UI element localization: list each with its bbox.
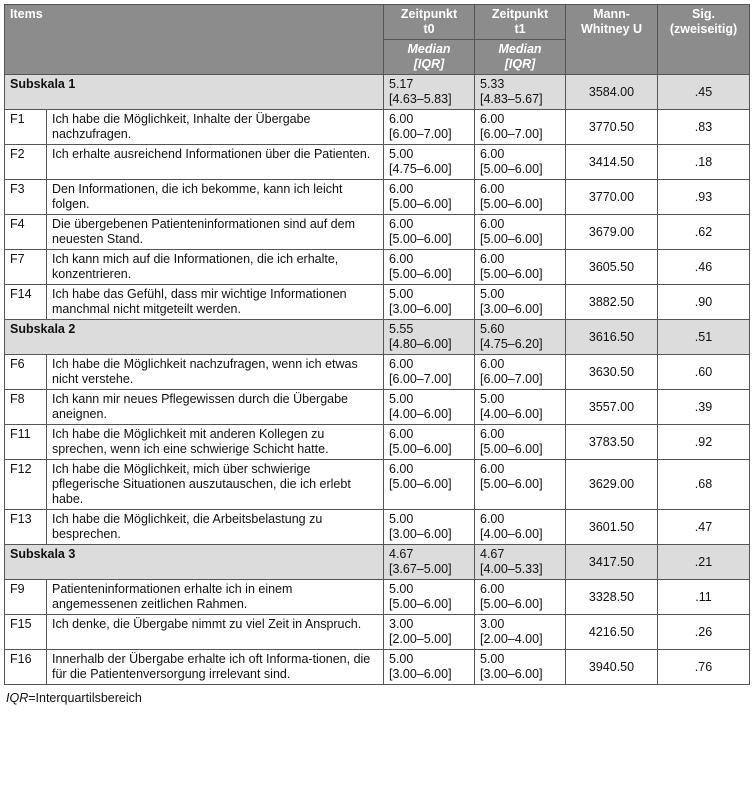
item-text bbox=[47, 650, 384, 685]
cell-text: .51 bbox=[694, 329, 713, 344]
item-sig-value bbox=[658, 510, 750, 545]
cell-text: 3629.00 bbox=[588, 477, 635, 491]
item-u-value bbox=[566, 580, 658, 615]
header-text: [IQR] bbox=[413, 57, 445, 71]
item-t1-median bbox=[475, 180, 566, 215]
item-t1-median bbox=[475, 110, 566, 145]
item-id bbox=[5, 510, 47, 545]
cell-text: [4.83–5.67] bbox=[480, 92, 543, 106]
item-id bbox=[5, 215, 47, 250]
cell-text: 3414.50 bbox=[588, 154, 635, 169]
cell-text: 3328.50 bbox=[588, 589, 635, 604]
item-text bbox=[47, 215, 384, 250]
item-id bbox=[5, 250, 47, 285]
item-sig-value bbox=[658, 250, 750, 285]
cell-text: 3616.50 bbox=[588, 329, 635, 344]
item-t1-median bbox=[475, 580, 566, 615]
cell-text: 6.00 bbox=[389, 252, 414, 266]
item-t0-median bbox=[384, 650, 475, 685]
subscale-t0-median bbox=[384, 75, 475, 110]
cell-text: [5.00–6.00] bbox=[480, 442, 543, 456]
cell-text: [3.00–6.00] bbox=[389, 302, 452, 316]
cell-text: [4.00–6.00] bbox=[480, 527, 543, 541]
item-sig-value bbox=[658, 215, 750, 250]
cell-text: 6.00 bbox=[480, 147, 505, 161]
cell-text: F9 bbox=[10, 582, 25, 596]
cell-text: 4.67 bbox=[480, 547, 505, 561]
header-text: [IQR] bbox=[504, 57, 536, 71]
cell-text: Ich kann mir neues Pflegewissen durch die Übergabe aneignen. bbox=[52, 392, 349, 421]
cell-text: 6.00 bbox=[480, 512, 505, 526]
item-id bbox=[5, 460, 47, 510]
cell-text: [5.00–6.00] bbox=[480, 232, 543, 246]
cell-text: [5.00–6.00] bbox=[480, 267, 543, 281]
item-t1-median bbox=[475, 615, 566, 650]
cell-text: 3417.50 bbox=[588, 554, 635, 569]
table-row bbox=[5, 110, 750, 145]
item-u-value bbox=[566, 510, 658, 545]
cell-text: [6.00–7.00] bbox=[480, 372, 543, 386]
cell-text: 6.00 bbox=[480, 217, 505, 231]
cell-text: F8 bbox=[10, 392, 25, 406]
table-row bbox=[5, 180, 750, 215]
header-t1-median bbox=[475, 40, 566, 75]
item-sig-value bbox=[658, 145, 750, 180]
subscale-u-value bbox=[566, 545, 658, 580]
cell-text: [3.00–6.00] bbox=[389, 527, 452, 541]
cell-text: Den Informationen, die ich bekomme, kann ich leicht folgen. bbox=[52, 182, 343, 211]
item-text bbox=[47, 580, 384, 615]
cell-text: .68 bbox=[694, 477, 713, 491]
cell-text: .45 bbox=[694, 84, 713, 99]
cell-text: F7 bbox=[10, 252, 25, 266]
header-text: Median bbox=[407, 42, 451, 56]
subscale-t1-median bbox=[475, 545, 566, 580]
cell-text: Ich habe die Möglichkeit, Inhalte der Übergabe nachzufragen. bbox=[52, 112, 311, 141]
cell-text: .46 bbox=[694, 259, 713, 274]
cell-text: 6.00 bbox=[389, 462, 414, 476]
cell-text: [4.00–6.00] bbox=[480, 407, 543, 421]
cell-text: [5.00–6.00] bbox=[480, 197, 543, 211]
table-row bbox=[5, 285, 750, 320]
cell-text: [2.00–5.00] bbox=[389, 632, 452, 646]
cell-text: 3584.00 bbox=[588, 84, 635, 99]
item-t0-median bbox=[384, 390, 475, 425]
item-t1-median bbox=[475, 250, 566, 285]
item-t0-median bbox=[384, 180, 475, 215]
footnote-text: =Interquartilsbereich bbox=[28, 691, 142, 705]
item-t0-median bbox=[384, 510, 475, 545]
item-sig-value bbox=[658, 285, 750, 320]
item-id bbox=[5, 615, 47, 650]
cell-text: 6.00 bbox=[389, 182, 414, 196]
header-text: t0 bbox=[423, 22, 435, 36]
table-row bbox=[5, 650, 750, 685]
cell-text: Ich habe die Möglichkeit, mich über schwierige pflegerische Situationen auszutauschen, die ich erlebt habe. bbox=[52, 462, 351, 506]
cell-text: Ich denke, die Übergabe nimmt zu viel Zeit in Anspruch. bbox=[52, 617, 362, 631]
item-id bbox=[5, 390, 47, 425]
cell-text: [2.00–4.00] bbox=[480, 632, 543, 646]
cell-text: F6 bbox=[10, 357, 25, 371]
cell-text: .62 bbox=[694, 224, 713, 239]
item-id bbox=[5, 110, 47, 145]
header-text: Items bbox=[10, 7, 43, 21]
item-text bbox=[47, 180, 384, 215]
item-sig-value bbox=[658, 650, 750, 685]
cell-text: 6.00 bbox=[480, 582, 505, 596]
item-id bbox=[5, 425, 47, 460]
item-sig-value bbox=[658, 180, 750, 215]
subscale-u-value bbox=[566, 75, 658, 110]
item-t1-median bbox=[475, 390, 566, 425]
item-t0-median bbox=[384, 355, 475, 390]
table-row bbox=[5, 460, 750, 510]
item-id bbox=[5, 285, 47, 320]
item-t0-median bbox=[384, 285, 475, 320]
item-sig-value bbox=[658, 460, 750, 510]
cell-text: .47 bbox=[694, 519, 713, 534]
item-u-value bbox=[566, 180, 658, 215]
item-u-value bbox=[566, 390, 658, 425]
cell-text: 6.00 bbox=[480, 357, 505, 371]
item-id bbox=[5, 355, 47, 390]
cell-text: [6.00–7.00] bbox=[480, 127, 543, 141]
table-wrapper bbox=[4, 4, 750, 705]
cell-text: [4.00–6.00] bbox=[389, 407, 452, 421]
cell-text: F12 bbox=[10, 462, 32, 476]
cell-text: 6.00 bbox=[389, 217, 414, 231]
subscale-t0-median bbox=[384, 545, 475, 580]
item-t0-median bbox=[384, 110, 475, 145]
item-u-value bbox=[566, 110, 658, 145]
cell-text: 3601.50 bbox=[588, 519, 635, 534]
item-t1-median bbox=[475, 460, 566, 510]
item-t0-median bbox=[384, 615, 475, 650]
subscale-t1-median bbox=[475, 320, 566, 355]
cell-text: 4216.50 bbox=[588, 624, 635, 639]
cell-text: .93 bbox=[694, 189, 713, 204]
table-row bbox=[5, 425, 750, 460]
cell-text: Ich habe die Möglichkeit mit anderen Kollegen zu sprechen, wenn ich eine schwierige Schicht hatte. bbox=[52, 427, 329, 456]
cell-text: 5.60 bbox=[480, 322, 505, 336]
cell-text: 6.00 bbox=[480, 112, 505, 126]
item-id bbox=[5, 650, 47, 685]
subscale-name bbox=[5, 320, 384, 355]
item-text bbox=[47, 425, 384, 460]
table-row bbox=[5, 250, 750, 285]
subscale-name bbox=[5, 75, 384, 110]
item-text bbox=[47, 460, 384, 510]
subscale-sig-value bbox=[658, 545, 750, 580]
table-body bbox=[5, 75, 750, 685]
cell-text: F3 bbox=[10, 182, 25, 196]
item-t1-median bbox=[475, 145, 566, 180]
header-text: Zeitpunkt bbox=[400, 7, 458, 21]
cell-text: F16 bbox=[10, 652, 32, 666]
header-text: t1 bbox=[514, 22, 526, 36]
cell-text: 3770.00 bbox=[588, 189, 635, 204]
item-u-value bbox=[566, 425, 658, 460]
header-t0-median bbox=[384, 40, 475, 75]
item-sig-value bbox=[658, 615, 750, 650]
cell-text: [3.00–6.00] bbox=[480, 302, 543, 316]
item-t1-median bbox=[475, 355, 566, 390]
item-sig-value bbox=[658, 390, 750, 425]
cell-text: 6.00 bbox=[480, 427, 505, 441]
item-text bbox=[47, 110, 384, 145]
item-t1-median bbox=[475, 510, 566, 545]
item-u-value bbox=[566, 215, 658, 250]
subscale-name bbox=[5, 545, 384, 580]
subscale-t0-median bbox=[384, 320, 475, 355]
item-t1-median bbox=[475, 215, 566, 250]
cell-text: 3630.50 bbox=[588, 364, 635, 379]
item-u-value bbox=[566, 460, 658, 510]
header-items bbox=[5, 5, 384, 75]
header-text: Mann- bbox=[593, 7, 630, 21]
header-text: Sig. bbox=[692, 7, 715, 21]
table-row bbox=[5, 510, 750, 545]
item-text bbox=[47, 510, 384, 545]
cell-text: [5.00–6.00] bbox=[480, 162, 543, 176]
cell-text: .21 bbox=[694, 554, 713, 569]
cell-text: 5.00 bbox=[389, 392, 414, 406]
cell-text: 5.00 bbox=[389, 582, 414, 596]
cell-text: 6.00 bbox=[389, 357, 414, 371]
cell-text: 5.00 bbox=[389, 147, 414, 161]
cell-text: [3.00–6.00] bbox=[389, 667, 452, 681]
cell-text: 6.00 bbox=[480, 182, 505, 196]
item-text bbox=[47, 285, 384, 320]
cell-text: [3.00–6.00] bbox=[480, 667, 543, 681]
cell-text: 5.00 bbox=[389, 652, 414, 666]
cell-text: Subskala 2 bbox=[10, 322, 76, 336]
cell-text: [3.67–5.00] bbox=[389, 562, 452, 576]
cell-text: 5.33 bbox=[480, 77, 505, 91]
cell-text: [5.00–6.00] bbox=[480, 597, 543, 611]
cell-text: [4.63–5.83] bbox=[389, 92, 452, 106]
item-sig-value bbox=[658, 355, 750, 390]
cell-text: F11 bbox=[10, 427, 31, 441]
cell-text: .60 bbox=[694, 364, 713, 379]
cell-text: [5.00–6.00] bbox=[480, 477, 543, 491]
cell-text: [4.00–5.33] bbox=[480, 562, 543, 576]
item-id bbox=[5, 180, 47, 215]
cell-text: [6.00–7.00] bbox=[389, 127, 452, 141]
item-text bbox=[47, 250, 384, 285]
header-text: Zeitpunkt bbox=[491, 7, 549, 21]
item-text bbox=[47, 390, 384, 425]
table-row bbox=[5, 215, 750, 250]
item-text bbox=[47, 615, 384, 650]
cell-text: [5.00–6.00] bbox=[389, 477, 452, 491]
item-text bbox=[47, 145, 384, 180]
cell-text: .11 bbox=[695, 589, 712, 604]
cell-text: 5.00 bbox=[480, 287, 505, 301]
cell-text: [5.00–6.00] bbox=[389, 232, 452, 246]
subscale-sig-value bbox=[658, 75, 750, 110]
cell-text: F1 bbox=[10, 112, 25, 126]
cell-text: .90 bbox=[694, 294, 713, 309]
header-text: Median bbox=[498, 42, 542, 56]
cell-text: 3882.50 bbox=[588, 294, 635, 309]
cell-text: 5.00 bbox=[480, 392, 505, 406]
item-sig-value bbox=[658, 580, 750, 615]
subscale-row bbox=[5, 545, 750, 580]
item-text bbox=[47, 355, 384, 390]
header-t1 bbox=[475, 5, 566, 40]
cell-text: 5.00 bbox=[480, 652, 505, 666]
cell-text: 4.67 bbox=[389, 547, 414, 561]
cell-text: Ich habe die Möglichkeit nachzufragen, wenn ich etwas nicht verstehe. bbox=[52, 357, 358, 386]
cell-text: .18 bbox=[694, 154, 713, 169]
item-t0-median bbox=[384, 215, 475, 250]
item-u-value bbox=[566, 615, 658, 650]
cell-text: Ich kann mich auf die Informationen, die ich erhalte, konzentrieren. bbox=[52, 252, 339, 281]
cell-text: Die übergebenen Patienteninformationen sind auf dem neuesten Stand. bbox=[52, 217, 355, 246]
cell-text: .26 bbox=[694, 624, 713, 639]
table-row bbox=[5, 355, 750, 390]
item-t1-median bbox=[475, 425, 566, 460]
header-text: (zweiseitig) bbox=[669, 22, 738, 36]
cell-text: [5.00–6.00] bbox=[389, 197, 452, 211]
item-sig-value bbox=[658, 110, 750, 145]
cell-text: [6.00–7.00] bbox=[389, 372, 452, 386]
cell-text: 3557.00 bbox=[588, 399, 635, 414]
results-table bbox=[4, 4, 750, 685]
subscale-sig-value bbox=[658, 320, 750, 355]
cell-text: .83 bbox=[694, 119, 713, 134]
header-t0 bbox=[384, 5, 475, 40]
item-t0-median bbox=[384, 145, 475, 180]
item-t0-median bbox=[384, 250, 475, 285]
cell-text: F2 bbox=[10, 147, 25, 161]
footnote bbox=[4, 691, 750, 705]
cell-text: Subskala 1 bbox=[10, 77, 76, 91]
cell-text: F4 bbox=[10, 217, 25, 231]
cell-text: .92 bbox=[694, 434, 713, 449]
footnote-abbr: IQR bbox=[6, 691, 29, 705]
item-id bbox=[5, 580, 47, 615]
cell-text: F14 bbox=[10, 287, 32, 301]
header-significance bbox=[658, 5, 750, 75]
cell-text: Innerhalb der Übergabe erhalte ich oft Informa-tionen, die für die Patientenversorgung irrelevant sind. bbox=[52, 652, 371, 681]
item-u-value bbox=[566, 250, 658, 285]
cell-text: .39 bbox=[694, 399, 713, 414]
cell-text: 3.00 bbox=[480, 617, 505, 631]
subscale-t1-median bbox=[475, 75, 566, 110]
cell-text: 6.00 bbox=[389, 427, 414, 441]
table-row bbox=[5, 145, 750, 180]
table-row bbox=[5, 615, 750, 650]
cell-text: Patienteninformationen erhalte ich in einem angemessenen zeitlichen Rahmen. bbox=[52, 582, 293, 611]
cell-text: Ich erhalte ausreichend Informationen über die Patienten. bbox=[52, 147, 371, 161]
subscale-u-value bbox=[566, 320, 658, 355]
item-sig-value bbox=[658, 425, 750, 460]
cell-text: 5.00 bbox=[389, 287, 414, 301]
item-t1-median bbox=[475, 650, 566, 685]
cell-text: 5.17 bbox=[389, 77, 414, 91]
cell-text: 6.00 bbox=[480, 462, 505, 476]
cell-text: 3940.50 bbox=[588, 659, 635, 674]
header-text: Whitney U bbox=[580, 22, 643, 36]
cell-text: .76 bbox=[694, 659, 713, 674]
cell-text: [4.80–6.00] bbox=[389, 337, 452, 351]
item-t0-median bbox=[384, 425, 475, 460]
table-row bbox=[5, 580, 750, 615]
item-u-value bbox=[566, 145, 658, 180]
item-id bbox=[5, 145, 47, 180]
cell-text: [5.00–6.00] bbox=[389, 267, 452, 281]
cell-text: 6.00 bbox=[389, 112, 414, 126]
subscale-row bbox=[5, 320, 750, 355]
subscale-row bbox=[5, 75, 750, 110]
cell-text: 3605.50 bbox=[588, 259, 635, 274]
cell-text: 3679.00 bbox=[588, 224, 635, 239]
cell-text: F15 bbox=[10, 617, 32, 631]
item-u-value bbox=[566, 650, 658, 685]
cell-text: 3783.50 bbox=[588, 434, 635, 449]
cell-text: 3.00 bbox=[389, 617, 414, 631]
header-mann-whitney bbox=[566, 5, 658, 75]
cell-text: 3770.50 bbox=[588, 119, 635, 134]
item-t0-median bbox=[384, 460, 475, 510]
cell-text: 6.00 bbox=[480, 252, 505, 266]
cell-text: Subskala 3 bbox=[10, 547, 76, 561]
cell-text: Ich habe die Möglichkeit, die Arbeitsbelastung zu besprechen. bbox=[52, 512, 323, 541]
item-u-value bbox=[566, 285, 658, 320]
cell-text: [5.00–6.00] bbox=[389, 442, 452, 456]
item-t0-median bbox=[384, 580, 475, 615]
item-t1-median bbox=[475, 285, 566, 320]
cell-text: [4.75–6.00] bbox=[389, 162, 452, 176]
cell-text: [4.75–6.20] bbox=[480, 337, 543, 351]
cell-text: 5.00 bbox=[389, 512, 414, 526]
table-row bbox=[5, 390, 750, 425]
cell-text: Ich habe das Gefühl, dass mir wichtige Informationen manchmal nicht mitgeteilt werden. bbox=[52, 287, 347, 316]
item-u-value bbox=[566, 355, 658, 390]
cell-text: 5.55 bbox=[389, 322, 414, 336]
cell-text: [5.00–6.00] bbox=[389, 597, 452, 611]
cell-text: F13 bbox=[10, 512, 32, 526]
